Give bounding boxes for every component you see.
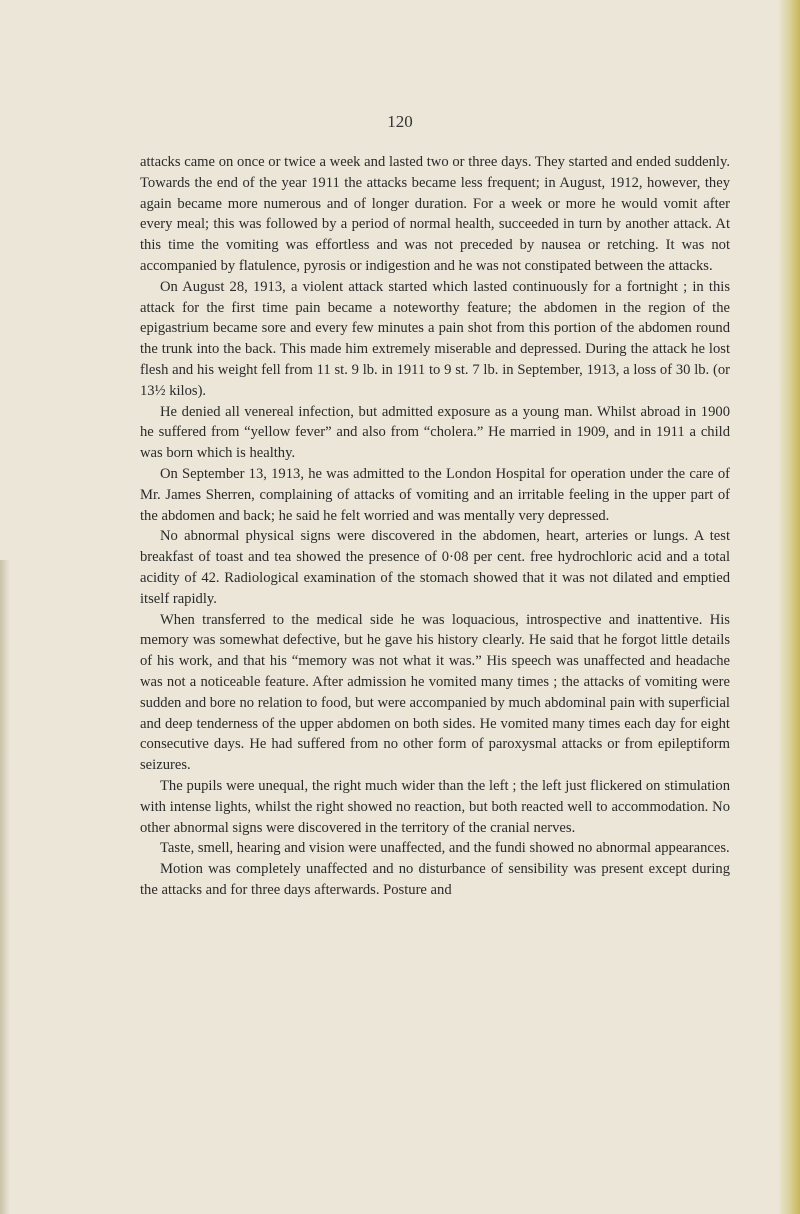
paragraph-6: When transferred to the medical side he was loquacious, introspective and inattentive. His memory was somewhat defective, but he gave his history clearly. He said that he forgot little details of his work, and that his “memory was not what it was.” His speech was unaffected and headache was not a noticeable feature. After admission he vomited many times ; the attacks of vomiting were sudden and bore no relation to food, but were accompanied by much abdominal pain with superficial and deep tenderness of the upper abdomen on both sides. He vomited many times each day for eight consecutive days. He had suffered from no other form of paroxysmal attacks or from epileptiform seizures. bbox=[140, 611, 730, 774]
paragraph-5: No abnormal physical signs were discovered in the abdomen, heart, arteries or lungs. A test breakfast of toast and tea showed the presence of 0·08 per cent. free hydrochloric acid and a total acidity of 42. Radiological examination of the stomach showed that it was not dilated and emptied itself rapidly. bbox=[140, 528, 730, 607]
paragraph-2: On August 28, 1913, a violent attack started which lasted continuously for a fortnight ; in this attack for the first time pain became a noteworthy feature; the abdomen in the region of the epigastrium became sore and every few minutes a pain shot from this portion of the abdomen round the trunk into the back. This made him extremely miserable and depressed. During the attack he lost flesh and his weight fell from 11 st. 9 lb. in 1911 to 9 st. 7 lb. in September, 1913, a loss of 30 lb. (or 13½ kilos). bbox=[140, 278, 730, 399]
body-text bbox=[140, 152, 730, 901]
page-right-edge bbox=[778, 0, 800, 1214]
page-number: 120 bbox=[387, 112, 413, 131]
paragraph-1: attacks came on once or twice a week and lasted two or three days. They started and ended suddenly. Towards the end of the year 1911 the attacks became less frequent; in August, 1912, however, they again became more numerous and of longer duration. For a week or more he would vomit after every meal; this was followed by a period of normal health, succeeded in turn by another attack. At this time the vomiting was effortless and was not preceded by nausea or retching. It was not accompanied by flatulence, pyrosis or indigestion and he was not constipated between the attacks. bbox=[140, 154, 730, 274]
paragraph-9: Motion was completely unaffected and no disturbance of sensibility was present except during the attacks and for three days afterwards. Posture and bbox=[140, 861, 730, 898]
paragraph-7: The pupils were unequal, the right much wider than the left ; the left just flickered on stimulation with intense lights, whilst the right showed no reaction, but both reacted well to accommodation. No other abnormal signs were discovered in the territory of the cranial nerves. bbox=[140, 777, 730, 836]
page-left-shadow bbox=[0, 560, 10, 1214]
paragraph-3: He denied all venereal infection, but admitted exposure as a young man. Whilst abroad in 1900 he suffered from “yellow fever” and also from “cholera.” He married in 1909, and in 1911 a child was born which is healthy. bbox=[140, 403, 730, 462]
paragraph-4: On September 13, 1913, he was admitted to the London Hospital for operation under the care of Mr. James Sherren, complaining of attacks of vomiting and an irritable feeling in the upper part of the abdomen and back; he said he felt worried and was mentally very depressed. bbox=[140, 465, 730, 524]
paragraph-8: Taste, smell, hearing and vision were unaffected, and the fundi showed no abnormal appearances. bbox=[160, 840, 730, 857]
